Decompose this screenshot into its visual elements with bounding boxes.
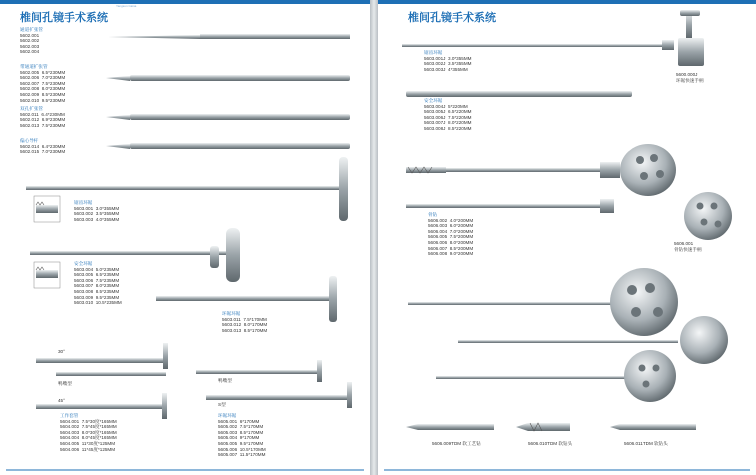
cage-handle-5 bbox=[624, 350, 676, 402]
tip-label-2: 5606.010TDM 软钻头 bbox=[528, 441, 573, 446]
left-catalog-page bbox=[0, 0, 370, 475]
reamer-shaft bbox=[156, 296, 336, 301]
cage-handle-4 bbox=[680, 316, 728, 364]
probe-shaft-2 bbox=[458, 340, 678, 343]
tip-3 bbox=[610, 424, 620, 430]
trephine-shaft-1 bbox=[26, 186, 344, 190]
book-spine bbox=[370, 0, 378, 475]
bevel-label-2: 鸭嘴型 bbox=[218, 378, 232, 383]
cannula-30 bbox=[36, 358, 166, 363]
handle-label: 5600.000J 环锯快速手柄 bbox=[676, 72, 704, 83]
drill-shaft-1 bbox=[446, 168, 606, 172]
quick-handle-label: 5606.001 骨钻快速手柄 bbox=[674, 241, 702, 252]
brand-subtitle: Yangsun Caina bbox=[116, 4, 137, 8]
rod-2 bbox=[406, 91, 632, 97]
group-safety-trephine-j: 安全环锯 5603.004J 5*220MM 5603.005J 6.5*220MM 5603.006J 7.5*220MM 5603.007J 8.0*220MM 5603.008J 8.5*220MM bbox=[424, 98, 472, 131]
dilator-tip-1 bbox=[108, 35, 200, 39]
group-eccentric-rod: 偏心导杆 5602.014 6.4*230MM 5602.015 7.0*230MM bbox=[20, 138, 66, 155]
group-bone-drill: 骨钻 5606.002 4.0*200MM 5606.003 6.0*200MM 5606.004 7.0*200MM 5606.005 7.5*200MM 5606.006 8.0*200MM 5606.007 8.5*200MM 5606.008 9.0*200MM bbox=[428, 212, 474, 257]
angle-30-label: 30° bbox=[58, 349, 65, 354]
tip-label-1: 5606.009TDM 软工艺钻 bbox=[432, 441, 481, 446]
group-channel-dilator: 带通道扩张管 5602.005 6.5*230MM 5602.006 7.0*230MM 5602.007 7.5*230MM 5602.008 8.0*230MM 5602.009 8.5*230MM 5602.010 9.5*230MM bbox=[20, 64, 66, 103]
group-serrated-trephine-j: 锯齿环锯 5603.001J 3.0*355MM 5603.002J 3.5*355MM 5603.003J 4*355MM bbox=[424, 50, 472, 72]
rod-1 bbox=[402, 44, 662, 47]
trephine-shaft-2 bbox=[30, 251, 230, 255]
dilator-shaft-3 bbox=[130, 114, 350, 120]
cannula-45 bbox=[36, 404, 166, 409]
group-trephine-170: 环锯环锯 5605.001 6*170MM 5605.002 7.5*170MM 5605.003 8.5*170MM 5605.004 9*170MM 5605.005 9.5*170MM 5605.006 10.5*170MM 5605.007 11.5*170MM bbox=[218, 413, 266, 458]
dilator-shaft-1 bbox=[200, 34, 350, 39]
bevel-label: 鸭嘴型 bbox=[58, 381, 72, 386]
group-reamer: 环锯环锯 5603.011 7.5*170MM 5603.012 8.0*170MM 5603.013 8.5*170MM bbox=[222, 311, 268, 333]
tip-2 bbox=[516, 423, 528, 431]
probe-shaft-1 bbox=[408, 302, 618, 305]
quick-handle-frame bbox=[678, 38, 704, 66]
group-name: 通道扩张管 bbox=[20, 27, 43, 32]
page-title: 椎间孔镜手术系统 bbox=[20, 12, 108, 24]
cannula-s1 bbox=[196, 370, 320, 374]
tip-1 bbox=[406, 424, 418, 430]
dilator-shaft-4 bbox=[130, 143, 350, 149]
cannula-30b bbox=[56, 372, 166, 376]
group-working-cannula: 工作套管 5604.001 7.5*30度*165MM 5604.002 7.5*45度*165MM 5604.003 8.0*30度*165MM 5604.004 8.0*45度*165MM 5604.005 11*30度*125MM 5604.006 11*45度*125MM bbox=[60, 413, 117, 452]
cage-handle-2 bbox=[684, 192, 732, 240]
probe-shaft-3 bbox=[436, 376, 626, 379]
right-catalog-page bbox=[378, 0, 756, 475]
group-serrated-trephine: 锯齿环锯 5603.001 3.0*355MM 5603.002 3.5*355MM 5603.003 4.0*355MM bbox=[74, 200, 120, 222]
trephine-t-handle-1 bbox=[339, 157, 348, 221]
group-safety-trephine: 安全环锯 5603.004 5.0*235MM 5603.005 6.5*235MM 5603.006 7.5*235MM 5603.007 8.0*235MM 5603.008 8.5*235MM 5603.009 9.5*235MM 5603.010 10.5*235MM bbox=[74, 261, 122, 306]
cage-handle-1 bbox=[620, 144, 676, 196]
dilator-shaft-2 bbox=[130, 75, 350, 81]
group-dilator: 通道扩张管 5602.001 5602.002 5602.003 5602.004 bbox=[20, 27, 43, 55]
tip-label-3: 5606.011TDM 软钻头 bbox=[624, 441, 668, 446]
cage-handle-3 bbox=[610, 268, 678, 336]
page-title: 椎间孔镜手术系统 bbox=[408, 12, 496, 24]
angle-45-label: 45° bbox=[58, 398, 65, 403]
trephine-handle-2 bbox=[226, 228, 240, 282]
drill-shaft-2 bbox=[406, 204, 606, 208]
cannula-s2 bbox=[206, 395, 350, 400]
reamer-cross-handle bbox=[329, 276, 337, 322]
s-type-label: S型 bbox=[218, 402, 226, 407]
group-double-dilator: 双孔扩张管 5602.011 6.4*230MM 5602.012 6.9*230MM 5602.013 7.5*230MM bbox=[20, 106, 66, 128]
